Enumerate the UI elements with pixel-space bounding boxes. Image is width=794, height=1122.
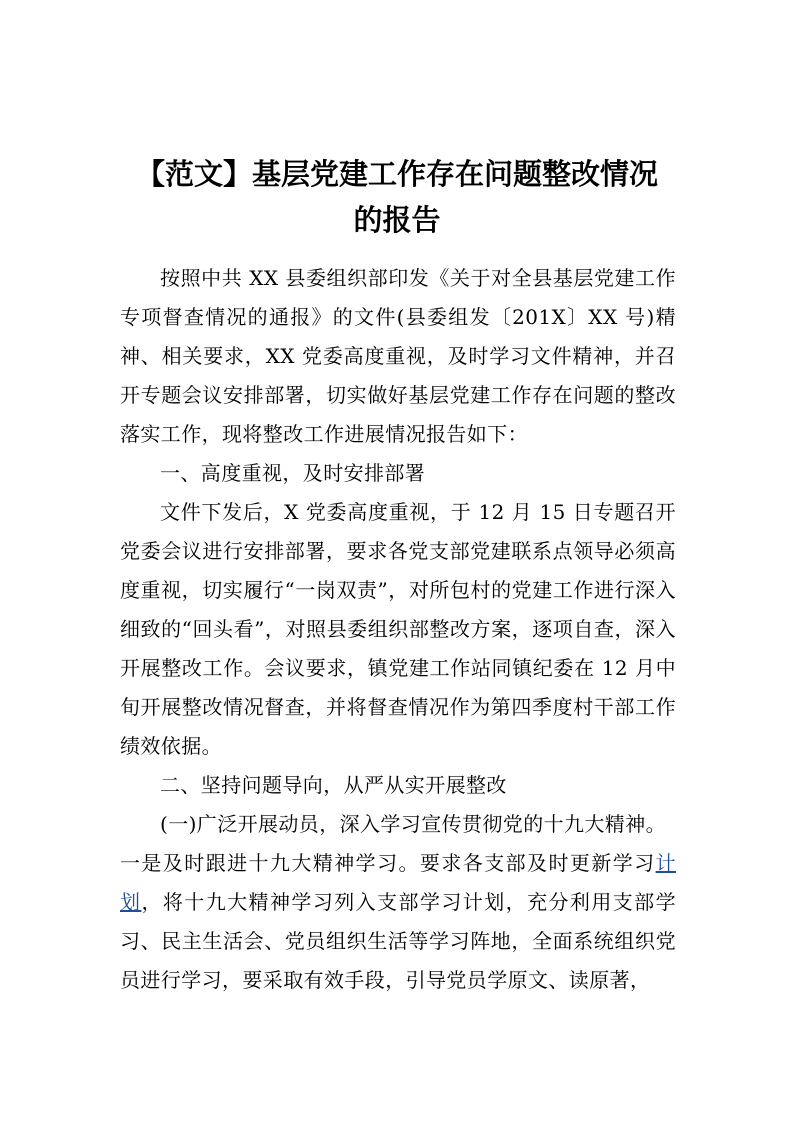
- subsection-heading: (一)广泛开展动员，深入学习宣传贯彻党的十九大精神。: [160, 812, 667, 836]
- title-line-2: 的报告: [353, 203, 441, 237]
- paragraph-intro: 按照中共 XX 县委组织部印发《关于对全县基层党建工作专项督查情况的通报》的文件(县委组发〔201X〕XX 号)精神、相关要求，XX 党委高度重视，及时学习文件精神，并召开专题会议安排部署，切实做好基层党建工作存在问题的整改落实工作，现将整改工作进展情况报告如下：: [120, 266, 676, 446]
- plan-link[interactable]: 计划: [120, 851, 676, 914]
- title-line-1: 【范文】基层党建工作存在问题整改情况: [135, 157, 658, 191]
- paragraph-study-text-2: ，将十九大精神学习列入支部学习计划，充分利用支部学习、民主生活会、党员组织生活等学习阵地，全面系统组织党员进行学习，要采取有效手段，引导党员学原文、读原著，: [120, 890, 677, 992]
- section-heading-1: 一、高度重视，及时安排部署: [160, 461, 426, 485]
- section-heading-2: 二、坚持问题导向，从严从实开展整改: [160, 773, 507, 797]
- paragraph-study-text-1: 一是及时跟进十九大精神学习。要求各支部及时更新学习: [120, 851, 656, 875]
- document-body: [120, 259, 676, 1000]
- document-title: [110, 151, 684, 243]
- paragraph-section-1: 文件下发后，X 党委高度重视，于 12 月 15 日专题召开党委会议进行安排部署，要求各党支部党建联系点领导必须高度重视，切实履行“一岗双责”，对所包村的党建工作进行深入细致的“回头看”，对照县委组织部整改方案，逐项自查，深入开展整改工作。会议要求，镇党建工作站同镇纪委在 12 月中旬开展整改情况督查，并将督查情况作为第四季度村干部工作绩效依据。: [120, 500, 676, 758]
- paragraph-study: [120, 844, 676, 1000]
